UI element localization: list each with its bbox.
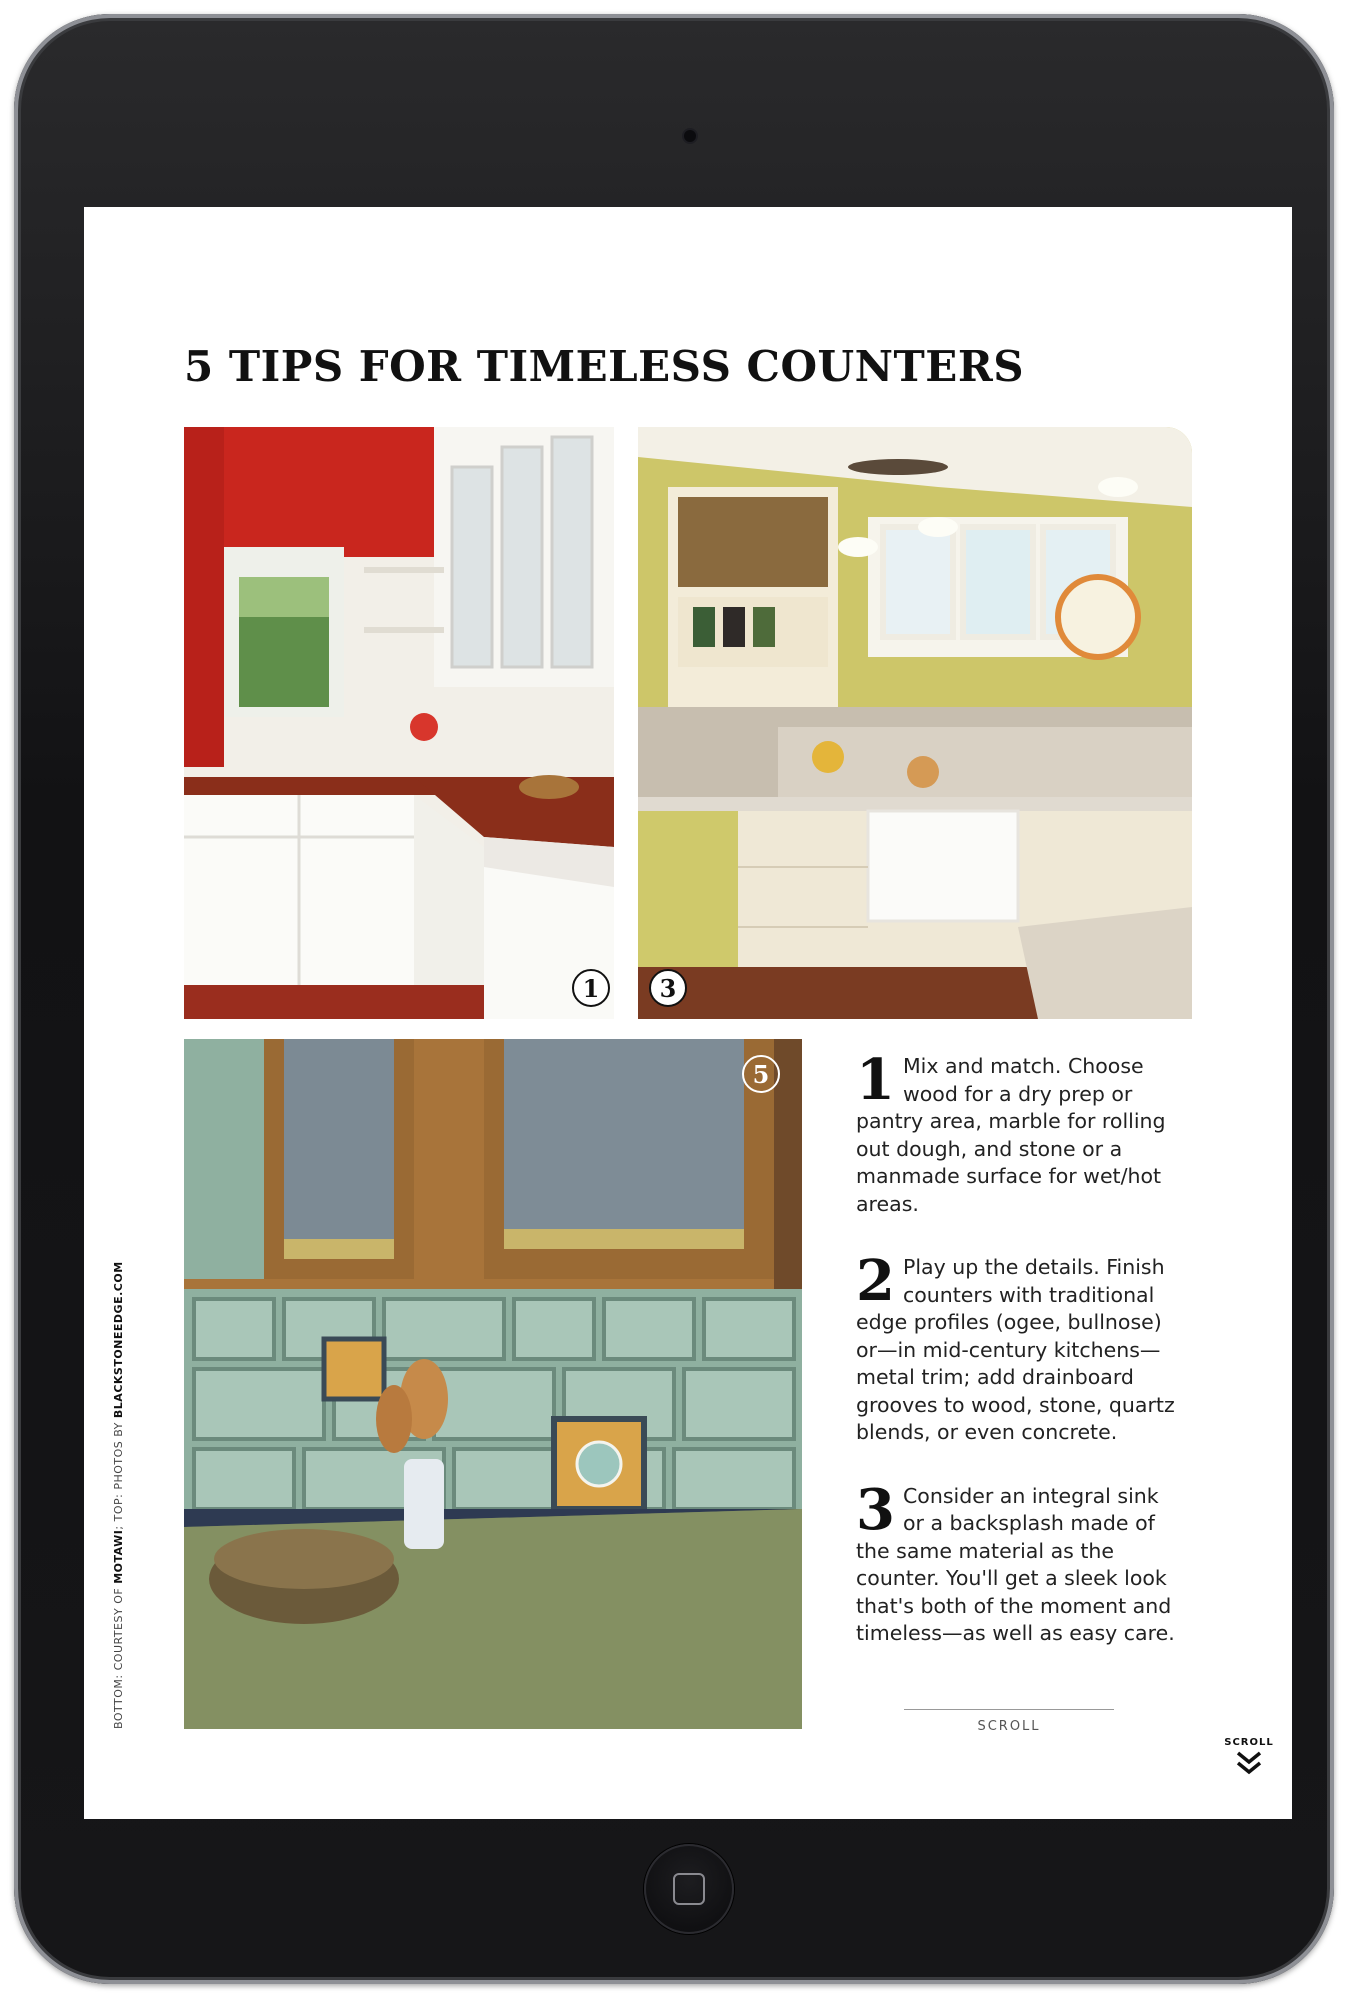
home-button[interactable] [644,1844,734,1934]
photo-credit [112,1261,125,1729]
scroll-hint[interactable]: SCROLL [977,1719,1041,1734]
tip-item [856,1476,1186,1648]
credit-middle: ; TOP: PHOTOS BY [112,1422,125,1530]
photo-number-badge: 3 [649,969,687,1007]
credit-source-2: BLACKSTONEEDGE.COM [112,1261,125,1419]
tip-number: 1 [856,1047,895,1113]
page-title: 5 TIPS FOR TIMELESS COUNTERS [184,342,1025,391]
double-chevron-down-icon [1234,1750,1264,1776]
photo-yellow-kitchen [638,427,1192,1019]
photo-tile-backsplash [184,1039,802,1729]
photo-white-kitchen [184,427,614,1019]
tip-item [856,1047,1186,1218]
tip-text: Play up the details. Finish counters with traditional edge profiles (ogee, bullnose) or—in mid-century kitchens—metal trim; add drainboard grooves to wood, stone, quartz blends, or even concrete. [856,1255,1175,1444]
tip-number: 3 [856,1476,895,1543]
photo-number-badge: 5 [742,1055,780,1093]
tip-item [856,1248,1186,1447]
tips-list [856,1047,1186,1684]
scroll-corner-label: SCROLL [1224,1737,1274,1748]
camera-icon [684,130,696,142]
credit-source-1: MOTAWI [112,1529,125,1584]
tip-text: Mix and match. Choose wood for a dry prep or pantry area, marble for rolling out dough, and stone or a manmade surface for wet/hot areas. [856,1054,1166,1216]
photo-number-badge: 1 [572,969,610,1007]
credit-prefix: BOTTOM: COURTESY OF [112,1587,125,1729]
home-square-icon [673,1873,705,1905]
tip-number: 2 [856,1248,895,1314]
scroll-divider [904,1709,1114,1710]
scroll-corner-button[interactable] [1224,1737,1274,1776]
tip-text: Consider an integral sink or a backsplash made of the same material as the counter. You'll get a sleek look that's both of the moment and timeless—as well as easy care. [856,1483,1175,1645]
magazine-page[interactable] [84,207,1292,1819]
tablet-frame [14,14,1334,1984]
